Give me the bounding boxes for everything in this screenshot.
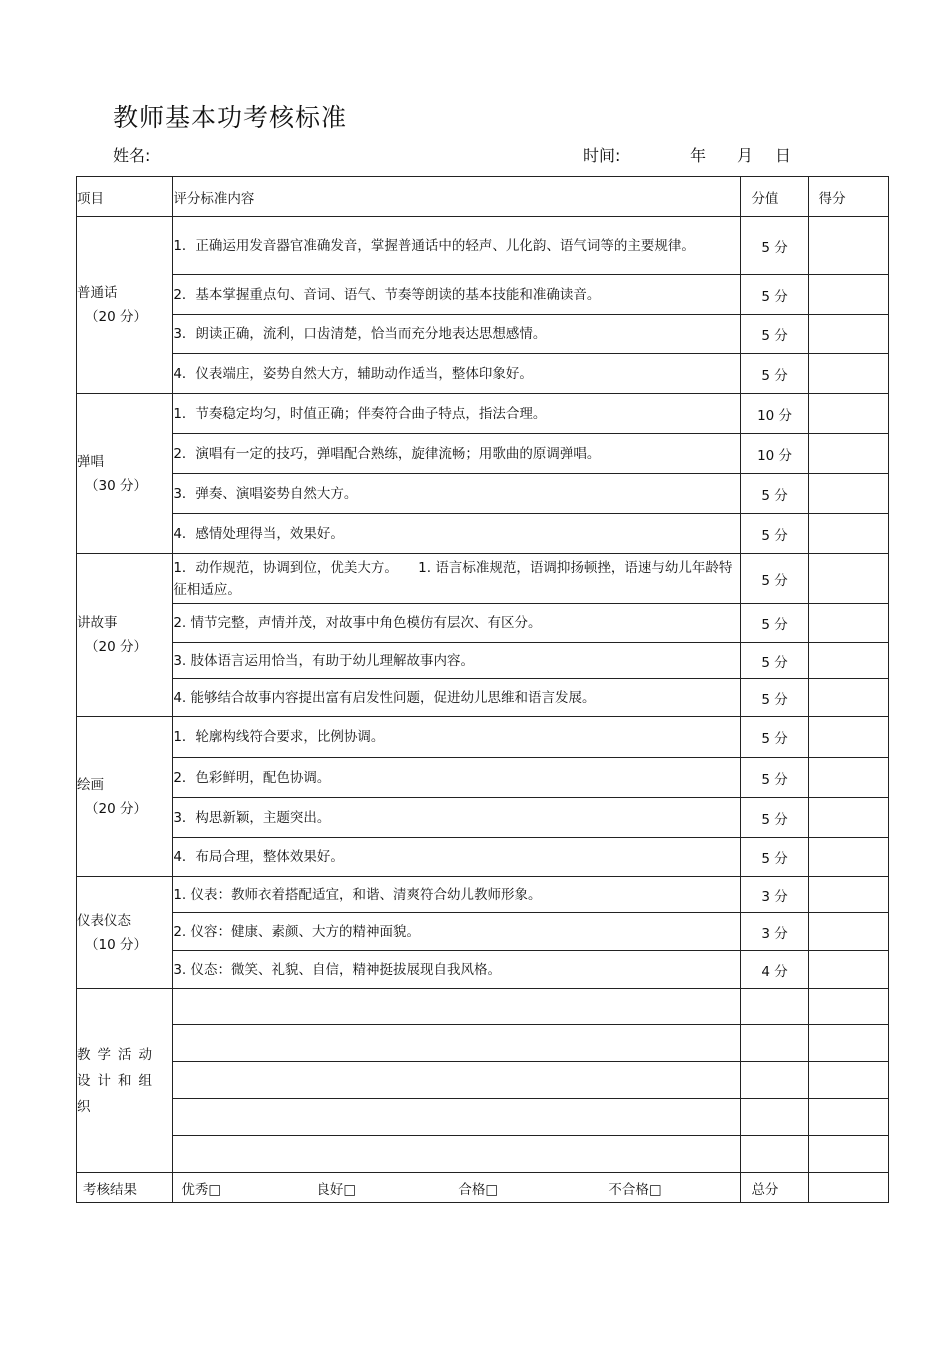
earned-cell[interactable]	[808, 354, 888, 394]
table-row	[77, 877, 889, 913]
earned-cell[interactable]	[808, 1136, 888, 1173]
total-label: 总分	[741, 1173, 808, 1203]
table-row	[77, 913, 889, 951]
category-name: 普通话	[77, 285, 118, 301]
category-name: 弹唱	[77, 453, 104, 470]
criteria-cell: 3. 仪态：微笑、礼貌、自信，精神挺拔展现自我风格。	[173, 951, 741, 989]
score-cell: 5 分	[741, 717, 808, 758]
header-row	[77, 177, 889, 217]
score-cell: 5 分	[741, 354, 808, 394]
score-cell: 5 分	[741, 838, 808, 877]
blank-row	[77, 1136, 889, 1173]
table-row	[77, 758, 889, 798]
earned-cell[interactable]	[808, 913, 888, 951]
category-points: （10 分）	[85, 936, 147, 953]
criteria-cell: 2．基本掌握重点句、音词、语气、节奏等朗读的基本技能和准确读音。	[173, 275, 741, 315]
total-score-cell[interactable]	[808, 1173, 888, 1203]
name-label: 姓名:	[113, 146, 151, 165]
assessment-table	[76, 176, 889, 1203]
score-cell: 5 分	[741, 514, 808, 554]
time-label: 时间:	[583, 146, 621, 165]
criteria-cell: 1．正确运用发音器官准确发音，掌握普通话中的轻声、儿化韵、语气词等的主要规律。	[173, 217, 741, 275]
blank-score-cell[interactable]	[741, 1099, 808, 1136]
earned-cell[interactable]	[808, 1062, 888, 1099]
score-cell: 5 分	[741, 474, 808, 514]
criteria-cell: 1．动作规范，协调到位，优美大方。 1. 语言标准规范，语调抑扬顿挫，语速与幼儿年龄特征相适应。	[173, 554, 741, 604]
earned-cell[interactable]	[808, 315, 888, 354]
category-name: 绘画	[77, 776, 104, 793]
earned-cell[interactable]	[808, 394, 888, 434]
earned-cell[interactable]	[808, 604, 888, 643]
blank-criteria-cell[interactable]	[173, 1062, 741, 1099]
month-label: 月	[737, 146, 754, 165]
blank-criteria-cell[interactable]	[173, 1136, 741, 1173]
category-points: （20 分）	[85, 309, 147, 325]
table-row	[77, 604, 889, 643]
blank-row	[77, 1062, 889, 1099]
blank-criteria-cell[interactable]	[173, 1025, 741, 1062]
score-cell: 5 分	[741, 679, 808, 717]
earned-cell[interactable]	[808, 554, 888, 604]
table-row	[77, 717, 889, 758]
criteria-cell: 4．感情处理得当，效果好。	[173, 514, 741, 554]
option-pass[interactable]: 合格□	[458, 1181, 499, 1198]
earned-cell[interactable]	[808, 474, 888, 514]
score-cell: 5 分	[741, 604, 808, 643]
blank-score-cell[interactable]	[741, 989, 808, 1025]
result-row	[77, 1173, 889, 1203]
earned-cell[interactable]	[808, 951, 888, 989]
day-label: 日	[775, 146, 792, 165]
result-options	[173, 1173, 741, 1203]
table-row	[77, 434, 889, 474]
criteria-cell: 1．轮廓构线符合要求，比例协调。	[173, 717, 741, 758]
earned-cell[interactable]	[808, 838, 888, 877]
option-fail[interactable]: 不合格□	[608, 1181, 662, 1198]
option-good[interactable]: 良好□	[316, 1181, 357, 1198]
category-points: （20 分）	[85, 639, 147, 655]
table-row	[77, 217, 889, 275]
criteria-cell: 3．弹奏、演唱姿势自然大方。	[173, 474, 741, 514]
blank-criteria-cell[interactable]	[173, 1099, 741, 1136]
blank-row	[77, 1099, 889, 1136]
score-cell: 4 分	[741, 951, 808, 989]
earned-cell[interactable]	[808, 217, 888, 275]
table-row	[77, 474, 889, 514]
table-row	[77, 951, 889, 989]
earned-cell[interactable]	[808, 275, 888, 315]
header-criteria: 评分标准内容	[173, 177, 741, 217]
criteria-cell: 3. 肢体语言运用恰当，有助于幼儿理解故事内容。	[173, 643, 741, 679]
table-row	[77, 354, 889, 394]
criteria-cell: 2. 情节完整，声情并茂，对故事中角色模仿有层次、有区分。	[173, 604, 741, 643]
score-cell: 5 分	[741, 315, 808, 354]
header-item: 项目	[77, 177, 173, 217]
table-row	[77, 554, 889, 604]
earned-cell[interactable]	[808, 643, 888, 679]
table-row	[77, 798, 889, 838]
earned-cell[interactable]	[808, 1025, 888, 1062]
score-cell: 5 分	[741, 643, 808, 679]
criteria-cell: 3．朗读正确，流利，口齿清楚，恰当而充分地表达思想感情。	[173, 315, 741, 354]
score-cell: 10 分	[741, 394, 808, 434]
teaching-section-label: 教学活动设计和组织	[77, 989, 173, 1173]
category-cell	[77, 394, 173, 554]
blank-score-cell[interactable]	[741, 1136, 808, 1173]
earned-cell[interactable]	[808, 877, 888, 913]
score-cell: 5 分	[741, 798, 808, 838]
result-label: 考核结果	[77, 1173, 173, 1203]
category-cell	[77, 554, 173, 717]
criteria-cell: 4. 能够结合故事内容提出富有启发性问题，促进幼儿思维和语言发展。	[173, 679, 741, 717]
earned-cell[interactable]	[808, 1099, 888, 1136]
category-name: 仪表仪态	[77, 912, 131, 929]
earned-cell[interactable]	[808, 717, 888, 758]
category-cell	[77, 717, 173, 877]
category-cell	[77, 877, 173, 989]
table-row	[77, 838, 889, 877]
criteria-cell: 4．仪表端庄，姿势自然大方，辅助动作适当，整体印象好。	[173, 354, 741, 394]
year-label: 年	[690, 146, 707, 165]
score-cell: 3 分	[741, 913, 808, 951]
option-excellent[interactable]: 优秀□	[181, 1181, 222, 1198]
criteria-cell: 1．节奏稳定均匀，时值正确；伴奏符合曲子特点，指法合理。	[173, 394, 741, 434]
table-row	[77, 275, 889, 315]
score-cell: 5 分	[741, 554, 808, 604]
score-cell: 5 分	[741, 217, 808, 275]
score-cell: 10 分	[741, 434, 808, 474]
table-row	[77, 643, 889, 679]
criteria-cell: 2．演唱有一定的技巧，弹唱配合熟练，旋律流畅；用歌曲的原调弹唱。	[173, 434, 741, 474]
table-row	[77, 394, 889, 434]
earned-cell[interactable]	[808, 758, 888, 798]
blank-criteria-cell[interactable]	[173, 989, 741, 1025]
blank-row	[77, 989, 889, 1025]
score-cell: 5 分	[741, 275, 808, 315]
header-score: 分值	[741, 177, 808, 217]
blank-score-cell[interactable]	[741, 1025, 808, 1062]
category-points: （30 分）	[85, 477, 147, 494]
document-title: 教师基本功考核标准	[113, 103, 348, 132]
category-cell	[77, 217, 173, 394]
earned-cell[interactable]	[808, 989, 888, 1025]
criteria-cell: 2．色彩鲜明，配色协调。	[173, 758, 741, 798]
table-row	[77, 514, 889, 554]
category-name: 讲故事	[77, 615, 118, 631]
criteria-cell: 1. 仪表：教师衣着搭配适宜，和谐、清爽符合幼儿教师形象。	[173, 877, 741, 913]
table-row	[77, 679, 889, 717]
earned-cell[interactable]	[808, 514, 888, 554]
blank-score-cell[interactable]	[741, 1062, 808, 1099]
criteria-cell: 4．布局合理，整体效果好。	[173, 838, 741, 877]
table-row	[77, 315, 889, 354]
blank-row	[77, 1025, 889, 1062]
score-cell: 5 分	[741, 758, 808, 798]
earned-cell[interactable]	[808, 434, 888, 474]
category-points: （20 分）	[85, 800, 147, 817]
criteria-cell: 3．构思新颖，主题突出。	[173, 798, 741, 838]
earned-cell[interactable]	[808, 798, 888, 838]
score-cell: 3 分	[741, 877, 808, 913]
earned-cell[interactable]	[808, 679, 888, 717]
criteria-cell: 2. 仪容：健康、素颜、大方的精神面貌。	[173, 913, 741, 951]
header-points-earned: 得分	[808, 177, 888, 217]
